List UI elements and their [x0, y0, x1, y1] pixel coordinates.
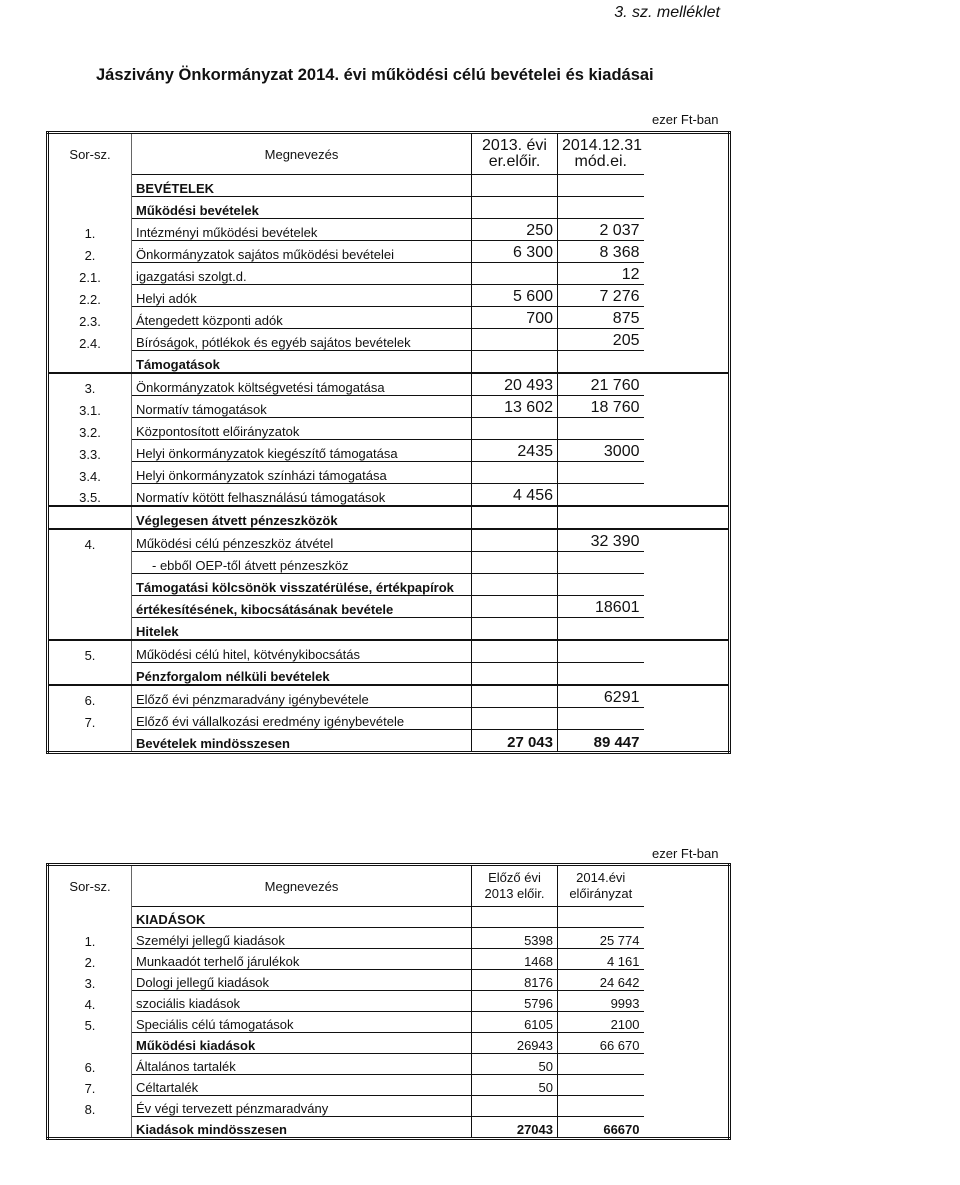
value-prev: [472, 552, 558, 574]
value-current: [558, 418, 644, 440]
row-number: 7.: [48, 708, 132, 730]
value-current: [558, 574, 644, 596]
row-number: [48, 175, 132, 197]
table-row: [48, 1075, 730, 1096]
annex-label: 3. sz. melléklet: [614, 4, 720, 21]
value-current: [558, 462, 644, 484]
value-prev: [472, 506, 558, 529]
value-prev: 50: [472, 1075, 558, 1096]
table-row: [48, 949, 730, 970]
row-label: szociális kiadások: [132, 991, 472, 1012]
empty-cell: [644, 574, 730, 596]
row-number: 3.: [48, 970, 132, 991]
header-row: [48, 133, 730, 175]
value-current: 2100: [558, 1012, 644, 1033]
value-prev: [472, 663, 558, 686]
value-prev: [472, 175, 558, 197]
empty-cell: [644, 373, 730, 396]
revenue-table: [46, 131, 731, 754]
table-row: [48, 663, 730, 686]
value-current: 21 760: [558, 373, 644, 396]
table-row: [48, 574, 730, 596]
row-number: 3.3.: [48, 440, 132, 462]
table-row: [48, 970, 730, 991]
value-prev: 5796: [472, 991, 558, 1012]
value-prev: [472, 574, 558, 596]
row-label: Önkormányzatok sajátos működési bevételei: [132, 241, 472, 263]
row-label: Pénzforgalom nélküli bevételek: [132, 663, 472, 686]
row-label: Átengedett központi adók: [132, 307, 472, 329]
value-current: [558, 506, 644, 529]
value-current: 25 774: [558, 928, 644, 949]
row-number: 2.2.: [48, 285, 132, 307]
value-current: [558, 351, 644, 374]
value-prev: 6105: [472, 1012, 558, 1033]
row-number: 6.: [48, 685, 132, 708]
row-label: Helyi önkormányzatok kiegészítő támogatása: [132, 440, 472, 462]
row-label: Speciális célú támogatások: [132, 1012, 472, 1033]
row-label: Előző évi pénzmaradvány igénybevétele: [132, 685, 472, 708]
value-current: 66670: [558, 1117, 644, 1139]
total-row: [48, 730, 730, 753]
value-current: [558, 1096, 644, 1117]
value-current: [558, 618, 644, 641]
empty-cell: [644, 263, 730, 285]
table-row: [48, 708, 730, 730]
header-cell: Sor-sz.: [48, 865, 132, 907]
row-number: [48, 506, 132, 529]
document-title: Jászivány Önkormányzat 2014. évi működési célú bevételei és kiadásai: [96, 66, 654, 84]
row-number: 3.5.: [48, 484, 132, 507]
value-prev: 700: [472, 307, 558, 329]
row-number: 2.1.: [48, 263, 132, 285]
table-row: [48, 596, 730, 618]
empty-cell: [644, 418, 730, 440]
value-current: [558, 907, 644, 928]
row-number: [48, 663, 132, 686]
row-label: Bíróságok, pótlékok és egyéb sajátos bevételek: [132, 329, 472, 351]
value-current: 32 390: [558, 529, 644, 552]
table-row: [48, 618, 730, 641]
empty-cell: [644, 529, 730, 552]
expenses-unit-label: ezer Ft-ban: [652, 846, 719, 861]
value-prev: 20 493: [472, 373, 558, 396]
header-cell: Megnevezés: [132, 865, 472, 907]
value-current: [558, 1054, 644, 1075]
empty-cell: [644, 1033, 730, 1054]
table-row: [48, 1054, 730, 1075]
row-number: [48, 1033, 132, 1054]
value-current: 18 760: [558, 396, 644, 418]
header-cell: Megnevezés: [132, 133, 472, 175]
value-prev: 2435: [472, 440, 558, 462]
row-label: Céltartalék: [132, 1075, 472, 1096]
value-current: [558, 197, 644, 219]
row-number: [48, 1117, 132, 1139]
value-prev: [472, 1096, 558, 1117]
row-label: Működési bevételek: [132, 197, 472, 219]
header-cell: 2014.12.31 mód.ei.: [558, 133, 644, 175]
row-number: [48, 907, 132, 928]
table-row: [48, 462, 730, 484]
table-row: [48, 529, 730, 552]
row-number: [48, 351, 132, 374]
empty-cell: [644, 285, 730, 307]
value-current: [558, 663, 644, 686]
row-number: [48, 552, 132, 574]
row-label: Előző évi vállalkozási eredmény igénybevétele: [132, 708, 472, 730]
table-row: [48, 241, 730, 263]
table-row: [48, 1096, 730, 1117]
table-row: [48, 263, 730, 285]
empty-cell: [644, 991, 730, 1012]
value-current: 12: [558, 263, 644, 285]
table-row: [48, 396, 730, 418]
row-label: Normatív kötött felhasználású támogatások: [132, 484, 472, 507]
row-label: értékesítésének, kibocsátásának bevétele: [132, 596, 472, 618]
row-label: Központosított előirányzatok: [132, 418, 472, 440]
row-label: Kiadások mindösszesen: [132, 1117, 472, 1139]
value-current: 3000: [558, 440, 644, 462]
empty-cell: [644, 640, 730, 663]
row-number: [48, 618, 132, 641]
value-prev: [472, 618, 558, 641]
value-prev: 1468: [472, 949, 558, 970]
row-label: Helyi önkormányzatok színházi támogatása: [132, 462, 472, 484]
row-number: 5.: [48, 1012, 132, 1033]
row-number: 4.: [48, 991, 132, 1012]
header-cell: Előző évi 2013 előir.: [472, 865, 558, 907]
row-label: Támogatások: [132, 351, 472, 374]
row-label: Normatív támogatások: [132, 396, 472, 418]
empty-cell: [644, 484, 730, 507]
value-current: [558, 708, 644, 730]
value-prev: 8176: [472, 970, 558, 991]
row-label: BEVÉTELEK: [132, 175, 472, 197]
value-prev: 27 043: [472, 730, 558, 753]
expenses-table: [46, 863, 731, 1140]
empty-cell: [644, 949, 730, 970]
table-row: [48, 285, 730, 307]
value-current: 89 447: [558, 730, 644, 753]
table-row: [48, 1012, 730, 1033]
value-prev: [472, 685, 558, 708]
row-label: Bevételek mindösszesen: [132, 730, 472, 753]
table-row: [48, 307, 730, 329]
table-row: [48, 552, 730, 574]
value-prev: [472, 907, 558, 928]
empty-cell: [644, 685, 730, 708]
row-label: - ebből OEP-től átvett pénzeszköz: [132, 552, 472, 574]
empty-cell: [644, 1117, 730, 1139]
row-number: 6.: [48, 1054, 132, 1075]
empty-cell: [644, 351, 730, 374]
value-current: 66 670: [558, 1033, 644, 1054]
row-number: 1.: [48, 219, 132, 241]
value-prev: 250: [472, 219, 558, 241]
empty-cell: [644, 307, 730, 329]
row-label: Működési célú hitel, kötvénykibocsátás: [132, 640, 472, 663]
value-prev: 26943: [472, 1033, 558, 1054]
value-current: 2 037: [558, 219, 644, 241]
empty-cell: [644, 1054, 730, 1075]
value-current: 205: [558, 329, 644, 351]
table-row: [48, 197, 730, 219]
empty-cell: [644, 730, 730, 753]
table-row: [48, 685, 730, 708]
table-row: [48, 440, 730, 462]
empty-cell: [644, 219, 730, 241]
table-row: [48, 219, 730, 241]
row-label: Működési célú pénzeszköz átvétel: [132, 529, 472, 552]
value-current: [558, 1075, 644, 1096]
row-number: 2.: [48, 241, 132, 263]
empty-cell: [644, 596, 730, 618]
row-number: [48, 730, 132, 753]
empty-cell: [644, 552, 730, 574]
empty-cell: [644, 928, 730, 949]
row-number: 8.: [48, 1096, 132, 1117]
value-prev: [472, 462, 558, 484]
row-label: Véglegesen átvett pénzeszközök: [132, 506, 472, 529]
value-current: 7 276: [558, 285, 644, 307]
value-prev: [472, 529, 558, 552]
empty-cell: [644, 663, 730, 686]
value-prev: [472, 418, 558, 440]
value-current: 4 161: [558, 949, 644, 970]
row-label: KIADÁSOK: [132, 907, 472, 928]
header-cell: 2013. évi er.előir.: [472, 133, 558, 175]
row-label: Intézményi működési bevételek: [132, 219, 472, 241]
table-row: [48, 506, 730, 529]
empty-cell: [644, 462, 730, 484]
empty-cell: [644, 197, 730, 219]
row-number: 5.: [48, 640, 132, 663]
row-number: 2.: [48, 949, 132, 970]
row-number: 2.3.: [48, 307, 132, 329]
value-current: [558, 484, 644, 507]
value-current: 24 642: [558, 970, 644, 991]
row-label: Év végi tervezett pénzmaradvány: [132, 1096, 472, 1117]
row-number: 3.: [48, 373, 132, 396]
header-row: [48, 865, 730, 907]
value-current: [558, 552, 644, 574]
value-prev: 13 602: [472, 396, 558, 418]
value-prev: [472, 351, 558, 374]
empty-cell: [644, 396, 730, 418]
table-row: [48, 373, 730, 396]
empty-cell: [644, 1075, 730, 1096]
value-prev: [472, 640, 558, 663]
empty-cell: [644, 970, 730, 991]
value-prev: 4 456: [472, 484, 558, 507]
row-label: Működési kiadások: [132, 1033, 472, 1054]
table-row: [48, 484, 730, 507]
value-prev: 5 600: [472, 285, 558, 307]
header-cell: Sor-sz.: [48, 133, 132, 175]
row-number: 7.: [48, 1075, 132, 1096]
row-label: Általános tartalék: [132, 1054, 472, 1075]
value-current: [558, 175, 644, 197]
empty-cell: [644, 907, 730, 928]
row-label: Önkormányzatok költségvetési támogatása: [132, 373, 472, 396]
value-prev: 27043: [472, 1117, 558, 1139]
value-prev: 5398: [472, 928, 558, 949]
row-label: igazgatási szolgt.d.: [132, 263, 472, 285]
value-prev: [472, 263, 558, 285]
row-number: [48, 574, 132, 596]
row-number: 4.: [48, 529, 132, 552]
table-row: [48, 351, 730, 374]
row-number: 3.4.: [48, 462, 132, 484]
value-prev: [472, 596, 558, 618]
table-row: [48, 907, 730, 928]
empty-cell: [644, 329, 730, 351]
row-number: 2.4.: [48, 329, 132, 351]
value-prev: 50: [472, 1054, 558, 1075]
value-current: 9993: [558, 991, 644, 1012]
value-prev: [472, 197, 558, 219]
table-row: [48, 329, 730, 351]
empty-cell: [644, 1096, 730, 1117]
empty-cell: [644, 1012, 730, 1033]
empty-cell: [644, 241, 730, 263]
row-label: Támogatási kölcsönök visszatérülése, értékpapírok: [132, 574, 472, 596]
empty-cell: [644, 865, 730, 907]
value-prev: [472, 708, 558, 730]
table-row: [48, 928, 730, 949]
empty-cell: [644, 440, 730, 462]
table-row: [48, 991, 730, 1012]
value-current: 18601: [558, 596, 644, 618]
table-row: [48, 418, 730, 440]
value-current: 6291: [558, 685, 644, 708]
revenue-unit-label: ezer Ft-ban: [652, 112, 719, 127]
row-label: Hitelek: [132, 618, 472, 641]
total-row: [48, 1117, 730, 1139]
table-row: [48, 1033, 730, 1054]
row-label: Személyi jellegű kiadások: [132, 928, 472, 949]
value-prev: 6 300: [472, 241, 558, 263]
empty-cell: [644, 618, 730, 641]
value-current: 875: [558, 307, 644, 329]
row-number: 3.1.: [48, 396, 132, 418]
table-row: [48, 175, 730, 197]
header-cell: 2014.évi előirányzat: [558, 865, 644, 907]
row-number: [48, 197, 132, 219]
empty-cell: [644, 133, 730, 175]
row-label: Munkaadót terhelő járulékok: [132, 949, 472, 970]
row-number: [48, 596, 132, 618]
row-number: 1.: [48, 928, 132, 949]
row-number: 3.2.: [48, 418, 132, 440]
value-current: 8 368: [558, 241, 644, 263]
table-row: [48, 640, 730, 663]
row-label: Dologi jellegű kiadások: [132, 970, 472, 991]
empty-cell: [644, 175, 730, 197]
value-prev: [472, 329, 558, 351]
empty-cell: [644, 708, 730, 730]
empty-cell: [644, 506, 730, 529]
value-current: [558, 640, 644, 663]
row-label: Helyi adók: [132, 285, 472, 307]
